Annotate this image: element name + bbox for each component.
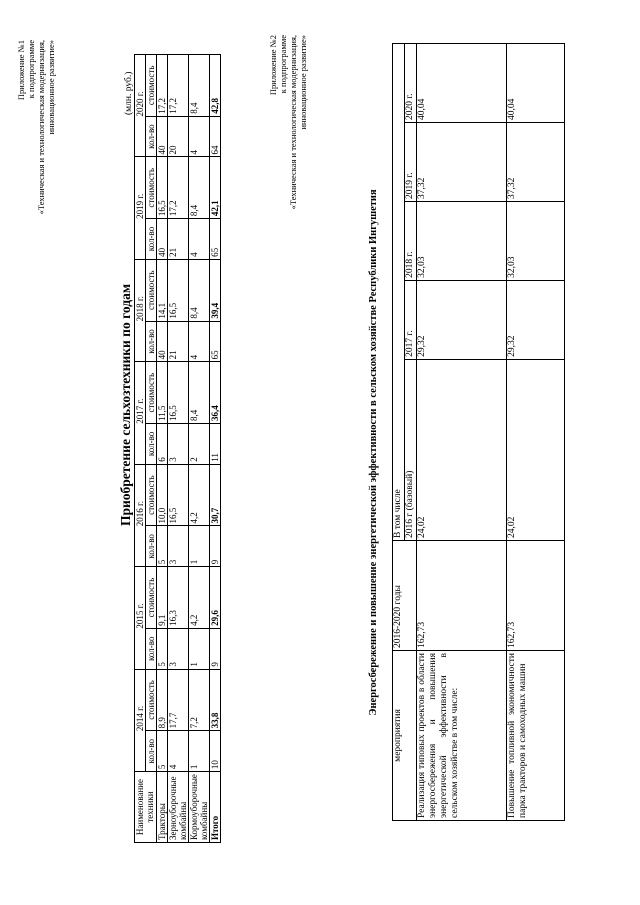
cell-value: 10 [210,731,221,772]
header-year: 2019 г. [135,157,146,259]
table-1-unit: (млн. руб.) [124,71,134,115]
energy-efficiency-table [392,43,565,821]
header-year: 2017 г. [135,362,146,464]
cell-value: 32,03 [417,201,507,280]
table-total-row [210,55,221,843]
header-qty: кол-во [146,219,157,260]
header-measures: мероприятия [393,651,417,821]
cell-value: 11 [210,424,221,465]
cell-value: 8,9 [157,669,168,731]
header-cost: стоимость [146,567,157,629]
cell-value: 21 [168,321,189,362]
cell-value: 4,2 [189,567,210,629]
cell-value: 5 [157,731,168,772]
table-row [157,55,168,843]
annex-1-line-1: Приложение №1 [16,40,26,101]
cell-value: 5 [157,628,168,669]
annex-2-line-2: к подпрограмме [278,35,288,94]
header-qty: кол-во [146,526,157,567]
machinery-table [134,54,221,843]
cell-value: 37,32 [417,123,507,202]
cell-value: 36,4 [210,362,221,424]
cell-value: 2 [189,424,210,465]
cell-value: 29,32 [417,280,507,359]
header-period: 2016-2020 годы [393,541,417,651]
header-cost: стоимость [146,362,157,424]
header-year: 2020 г. [135,55,146,157]
cell-value: 33,8 [210,669,221,731]
annex-1-line-2: к подпрограмме [26,40,36,99]
header-qty: кол-во [146,628,157,669]
cell-value: 9,1 [157,567,168,629]
cell-value: 17,2 [157,55,168,117]
header-year: 2014 г. [135,669,146,771]
cell-value: 9 [210,526,221,567]
cell-value: 10,0 [157,464,168,526]
cell-value: 1 [189,731,210,772]
cell-value: 40,04 [507,44,565,123]
cell-value: 16,5 [157,157,168,219]
row-name: Зерноуборочные комбайны [168,772,189,843]
cell-value: 3 [168,526,189,567]
cell-value: 8,4 [189,55,210,117]
table-2-header-row [393,44,405,821]
annex-2-header [268,35,308,335]
cell-value: 17,2 [168,157,189,219]
cell-value: 64 [210,116,221,157]
header-cost: стоимость [146,464,157,526]
annex-2-line-4: инновационное развитие» [298,35,308,130]
cell-value: 1 [189,526,210,567]
cell-value: 1 [189,628,210,669]
cell-value: 8,4 [189,362,210,424]
cell-value: 29,6 [210,567,221,629]
cell-value: 9 [210,628,221,669]
table-1-year-row [135,55,146,843]
row-name: Повышение топливной экономичности парка тракторов и самоходных машин [507,651,565,821]
table-1-title: Приобретение сельхозтехники по годам [118,283,133,527]
cell-value: 32,03 [507,201,565,280]
header-year: 2020 г. [405,44,417,123]
row-name: Тракторы [157,772,168,843]
cell-value: 40 [157,219,168,260]
row-name: Итого [210,772,221,843]
header-qty: кол-во [146,731,157,772]
table-row [168,55,189,843]
header-cost: стоимость [146,55,157,117]
cell-value: 3 [168,424,189,465]
header-year: 2018 г. [405,201,417,280]
cell-value: 4 [189,321,210,362]
cell-value: 162,73 [507,541,565,651]
header-cost: стоимость [146,669,157,731]
cell-value: 11,5 [157,362,168,424]
cell-value: 65 [210,321,221,362]
header-cost: стоимость [146,259,157,321]
annex-2-line-1: Приложение №2 [268,35,278,96]
cell-value: 20 [168,116,189,157]
header-name: Наименование техники [135,772,157,843]
cell-value: 40,04 [417,44,507,123]
cell-value: 37,32 [507,123,565,202]
cell-value: 24,02 [507,359,565,540]
header-year: 2019 г. [405,123,417,202]
cell-value: 5 [157,526,168,567]
table-row [189,55,210,843]
annex-1-header [16,40,56,265]
cell-value: 21 [168,219,189,260]
cell-value: 24,02 [417,359,507,540]
cell-value: 8,4 [189,259,210,321]
annex-1-line-4: инновационное развитие» [46,40,56,135]
table-row [417,44,507,821]
cell-value: 40 [157,321,168,362]
cell-value: 39,4 [210,259,221,321]
table-row [507,44,565,821]
cell-value: 4 [168,731,189,772]
header-cost: стоимость [146,157,157,219]
cell-value: 16,3 [168,567,189,629]
header-year: 2018 г. [135,259,146,361]
cell-value: 14,1 [157,259,168,321]
cell-value: 16,5 [168,362,189,424]
row-name: Кормоуборочные комбайны [189,772,210,843]
cell-value: 17,2 [168,55,189,117]
table-1-sub-header-row [146,55,157,843]
cell-value: 6 [157,424,168,465]
cell-value: 29,32 [507,280,565,359]
cell-value: 42,8 [210,55,221,117]
header-year: 2017 г. [405,280,417,359]
header-year: 2016 г (базовый) [405,359,417,540]
cell-value: 16,5 [168,464,189,526]
header-qty: кол-во [146,424,157,465]
table-2-title: Энергосбережение и повышение энергетической эффективности в сельском хозяйстве Республики Ингушетия [368,189,379,716]
cell-value: 4 [189,116,210,157]
annex-2-line-3: «Техническая и технологическая модернизация, [288,35,298,210]
cell-value: 30,7 [210,464,221,526]
cell-value: 4 [189,219,210,260]
cell-value: 4,2 [189,464,210,526]
cell-value: 42,1 [210,157,221,219]
cell-value: 3 [168,628,189,669]
row-name: Реализация типовых проектов в области энергосбережения и повышения энергетической эффективности в сельском хозяйстве в том числе: [417,651,507,821]
header-qty: кол-во [146,116,157,157]
annex-1-line-3: «Техническая и технологическая модернизация, [36,40,46,215]
cell-value: 40 [157,116,168,157]
cell-value: 16,5 [168,259,189,321]
cell-value: 8,4 [189,157,210,219]
cell-value: 7,2 [189,669,210,731]
header-year: 2016 г. [135,464,146,566]
cell-value: 162,73 [417,541,507,651]
cell-value: 17,7 [168,669,189,731]
header-including: В том числе [393,44,405,541]
header-qty: кол-во [146,321,157,362]
header-year: 2015 г. [135,567,146,669]
cell-value: 65 [210,219,221,260]
